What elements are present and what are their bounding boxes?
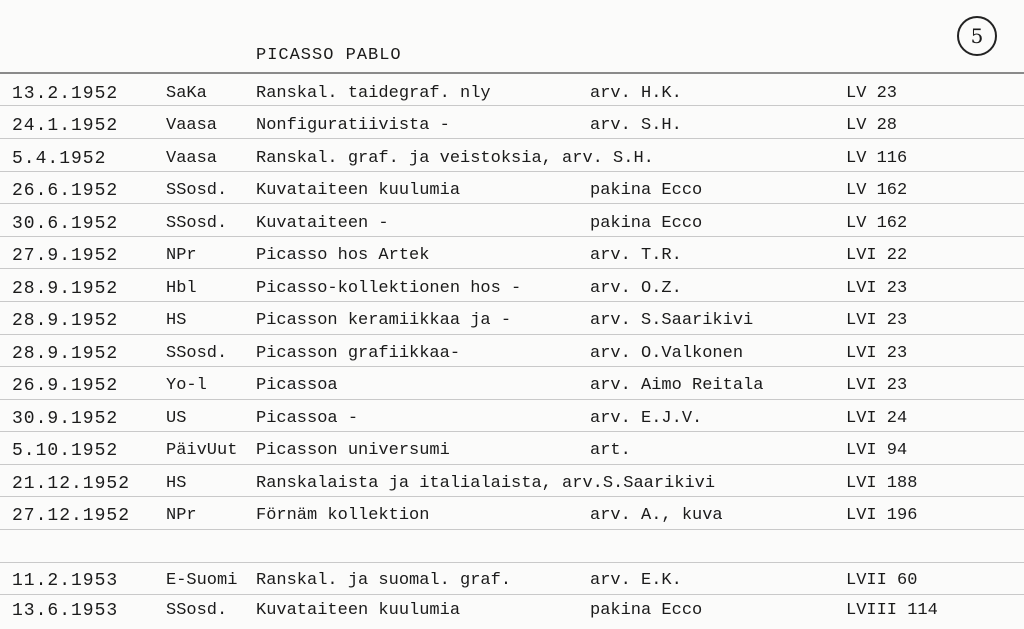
entry-title: Picassoa xyxy=(256,376,338,395)
entry-row xyxy=(0,242,1024,272)
entry-reference: LV 162 xyxy=(846,181,908,200)
entry-reference: LVIII 114 xyxy=(846,601,938,620)
entry-date: 27.12.1952 xyxy=(12,506,131,526)
header-rule xyxy=(0,72,1024,74)
entry-author: arv. E.K. xyxy=(590,571,682,590)
entry-date: 5.10.1952 xyxy=(12,441,119,461)
entry-reference: LVI 22 xyxy=(846,246,908,265)
entry-row xyxy=(0,597,1024,627)
entry-source: SSosd. xyxy=(166,344,228,363)
entry-source: Yo-l xyxy=(166,376,207,395)
entry-source: SaKa xyxy=(166,84,207,103)
entry-row xyxy=(0,437,1024,467)
entry-row xyxy=(0,567,1024,597)
entry-source: Vaasa xyxy=(166,116,218,135)
entry-reference: LVI 94 xyxy=(846,441,908,460)
entry-title: Kuvataiteen - xyxy=(256,214,389,233)
entry-row xyxy=(0,307,1024,337)
entry-title: Kuvataiteen kuulumia xyxy=(256,181,461,200)
entry-row xyxy=(0,405,1024,435)
entry-source: HS xyxy=(166,474,187,493)
entry-author: arv. O.Valkonen xyxy=(590,344,744,363)
entry-title: Picasson keramiikkaa ja - xyxy=(256,311,512,330)
entry-title: Picasso hos Artek xyxy=(256,246,430,265)
entry-author: arv. H.K. xyxy=(590,84,682,103)
entry-reference: LVI 188 xyxy=(846,474,918,493)
entry-author: pakina Ecco xyxy=(590,601,703,620)
entry-reference: LVI 24 xyxy=(846,409,908,428)
entry-reference: LV 23 xyxy=(846,84,898,103)
entry-source: SSosd. xyxy=(166,214,228,233)
entry-date: 30.6.1952 xyxy=(12,214,119,234)
entry-row xyxy=(0,80,1024,110)
entry-title: Ranskal. taidegraf. nly xyxy=(256,84,491,103)
entry-reference: LVI 23 xyxy=(846,344,908,363)
entry-title: Picasso-kollektionen hos - xyxy=(256,279,522,298)
entry-author: pakina Ecco xyxy=(590,214,703,233)
entry-source: Hbl xyxy=(166,279,197,298)
entry-title: Ranskal. graf. ja veistoksia, arv. S.H. xyxy=(256,149,654,168)
entry-source: E-Suomi xyxy=(166,571,238,590)
entry-date: 27.9.1952 xyxy=(12,246,119,266)
entry-reference: LV 162 xyxy=(846,214,908,233)
entry-source: Vaasa xyxy=(166,149,218,168)
entry-title: Förnäm kollektion xyxy=(256,506,430,525)
entry-author: arv. O.Z. xyxy=(590,279,682,298)
entry-source: US xyxy=(166,409,187,428)
entry-title: Picasson grafiikkaa- xyxy=(256,344,461,363)
entry-date: 5.4.1952 xyxy=(12,149,107,169)
entry-author: pakina Ecco xyxy=(590,181,703,200)
entry-title: Kuvataiteen kuulumia xyxy=(256,601,461,620)
entry-title: Picasson universumi xyxy=(256,441,450,460)
entry-date: 28.9.1952 xyxy=(12,344,119,364)
entry-date: 21.12.1952 xyxy=(12,474,131,494)
entry-title: Nonfiguratiivista - xyxy=(256,116,450,135)
entry-date: 26.6.1952 xyxy=(12,181,119,201)
entry-date: 13.2.1952 xyxy=(12,84,119,104)
entry-date: 24.1.1952 xyxy=(12,116,119,136)
entry-reference: LVI 23 xyxy=(846,376,908,395)
entry-source: NPr xyxy=(166,506,197,525)
entry-author: arv. A., kuva xyxy=(590,506,723,525)
entry-row xyxy=(0,145,1024,175)
entry-reference: LVII 60 xyxy=(846,571,918,590)
entry-date: 11.2.1953 xyxy=(12,571,119,591)
entry-row xyxy=(0,177,1024,207)
entry-source: SSosd. xyxy=(166,601,228,620)
entry-row xyxy=(0,502,1024,532)
entry-date: 28.9.1952 xyxy=(12,279,119,299)
entry-row xyxy=(0,470,1024,500)
entry-author: arv. T.R. xyxy=(590,246,682,265)
entry-row xyxy=(0,210,1024,240)
entry-source: SSosd. xyxy=(166,181,228,200)
entry-author: arv. Aimo Reitala xyxy=(590,376,764,395)
entry-row xyxy=(0,340,1024,370)
entry-reference: LVI 196 xyxy=(846,506,918,525)
entry-date: 13.6.1953 xyxy=(12,601,119,621)
entry-date: 30.9.1952 xyxy=(12,409,119,429)
card-heading: PICASSO PABLO xyxy=(256,46,402,65)
entry-reference: LV 116 xyxy=(846,149,908,168)
entry-author: arv. S.Saarikivi xyxy=(590,311,754,330)
entry-author: arv. S.H. xyxy=(590,116,682,135)
entry-source: HS xyxy=(166,311,187,330)
entry-reference: LVI 23 xyxy=(846,279,908,298)
entry-date: 28.9.1952 xyxy=(12,311,119,331)
entry-reference: LV 28 xyxy=(846,116,898,135)
entry-title: Ranskal. ja suomal. graf. xyxy=(256,571,512,590)
entry-date: 26.9.1952 xyxy=(12,376,119,396)
entry-row xyxy=(0,112,1024,142)
entry-title: Ranskalaista ja italialaista, arv.S.Saarikivi xyxy=(256,474,716,493)
entry-author: art. xyxy=(590,441,631,460)
row-rule xyxy=(0,562,1024,563)
entry-source: NPr xyxy=(166,246,197,265)
entry-reference: LVI 23 xyxy=(846,311,908,330)
entry-source: PäivUut xyxy=(166,441,238,460)
entry-author: arv. E.J.V. xyxy=(590,409,703,428)
page-number-mark: 5 xyxy=(957,16,997,56)
entry-row xyxy=(0,275,1024,305)
entry-title: Picassoa - xyxy=(256,409,359,428)
entry-row xyxy=(0,372,1024,402)
